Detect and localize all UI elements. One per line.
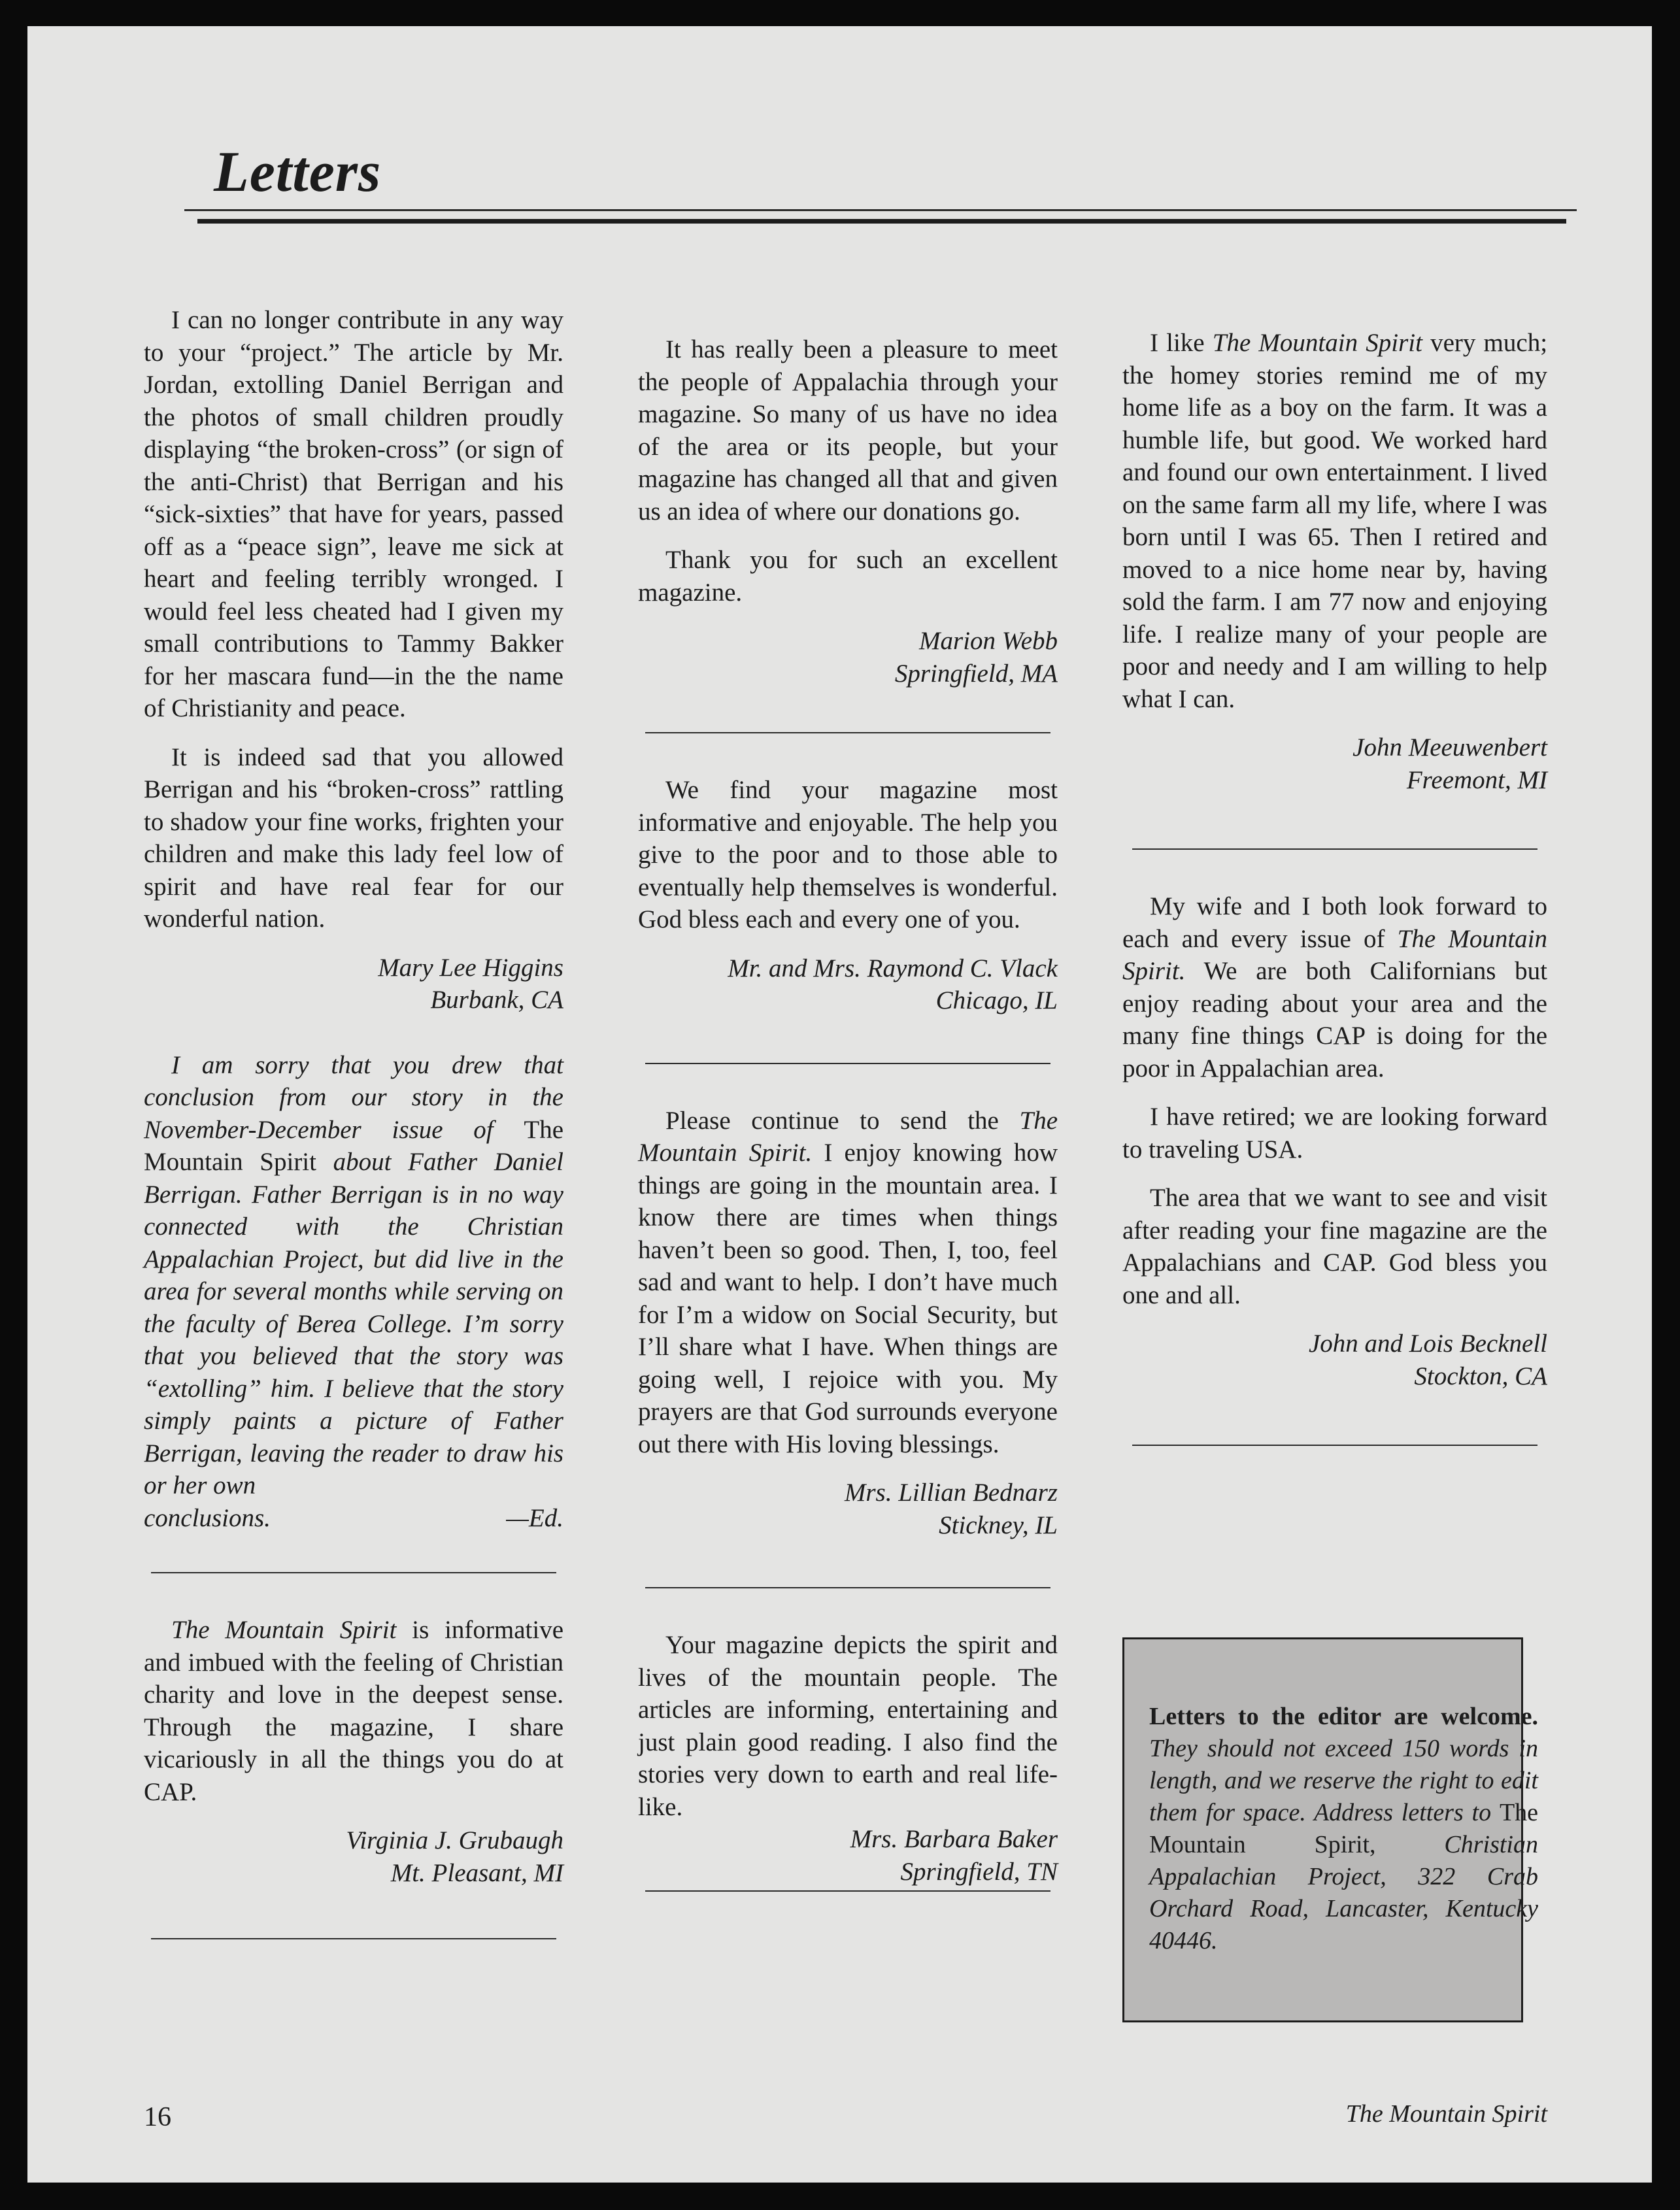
signature-name: Mr. and Mrs. Raymond C. Vlack <box>728 954 1058 982</box>
callout-address: Christian Appalachian Project, 322 Crab Orchard Road, Lancaster, Kentucky 40446. <box>1149 1831 1538 1954</box>
callout-heading: Letters to the editor are welcome. <box>1149 1703 1538 1730</box>
letter-paragraph: I can no longer contribute in any way to your “project.” The article by Mr. Jordan, extolling Daniel Berrigan and the photos of small children proudly displaying “the broken-cross” (or sign of the anti-Christ) that Berrigan and his “sick-sixties” that have for years, passed off as a “peace sign”, leave me sick at heart and feeling terribly wronged. I would feel less cheated had I given my small contributions to Tammy Bakker for her mascara fund—in the the name of Christianity and peace. <box>144 306 563 722</box>
letter-paragraph: My wife and I both look forward to each and every issue of <box>1122 892 1547 953</box>
signature-name: Mrs. Lillian Bednarz <box>844 1479 1058 1507</box>
column-1 <box>144 304 563 1939</box>
letter-signature <box>1122 1328 1547 1392</box>
editor-note-text: about Father Daniel Berrigan. Father Berrigan is in no way connected with the Christian Appalachian Project, but did live in the area for several months while serving on the faculty of Berea College. I’m sorry that you believed that the story was “extolling” him. I believe that the story simply paints a picture of Father Berrigan, leaving the reader to draw his or her own <box>144 1148 564 1499</box>
footer-magazine-name: The Mountain Spirit <box>1345 2100 1547 2128</box>
letter-grubaugh <box>144 1614 563 1889</box>
letter-vlack <box>638 774 1058 1017</box>
signature-place: Springfield, MA <box>894 659 1058 688</box>
letter-signature <box>144 952 563 1016</box>
magazine-name: The Mountain Spirit <box>1212 329 1422 357</box>
magazine-name: The Mountain Spirit <box>144 1115 564 1176</box>
editor-note <box>144 1049 563 1535</box>
magazine-name: The Mountain Spirit, <box>1149 1799 1539 1858</box>
column-2 <box>638 333 1058 1892</box>
letter-becknell <box>1122 890 1547 1392</box>
letter-bednarz <box>638 1105 1058 1542</box>
signature-place: Chicago, IL <box>935 986 1058 1014</box>
signature-place: Stockton, CA <box>1414 1362 1547 1390</box>
letter-signature <box>638 1823 1058 1888</box>
header-rule-thick <box>197 219 1566 224</box>
letter-paragraph: It has really been a pleasure to meet the people of Appalachia through your magazine. So many of us have no idea of the area or its people, but your magazine has changed all that and given us an idea of where our donations go. <box>638 335 1058 526</box>
letter-paragraph: I like <box>1150 329 1205 357</box>
editor-note-text: I am sorry that you drew that conclusion from our story in the November-December issue of <box>144 1050 563 1144</box>
magazine-name: The Mountain Spirit <box>171 1616 397 1644</box>
editor-sign: —Ed. <box>506 1503 563 1532</box>
letter-signature <box>638 1477 1058 1541</box>
letter-paragraph: The area that we want to see and visit after reading your fine magazine are the Appalachians and CAP. God bless you one and all. <box>1122 1184 1547 1309</box>
signature-name: Marion Webb <box>919 627 1058 655</box>
signature-place: Freemont, MI <box>1406 765 1547 794</box>
signature-place: Springfield, TN <box>900 1857 1058 1886</box>
divider <box>1132 1445 1537 1446</box>
letter-paragraph: Your magazine depicts the spirit and lives of the mountain people. The articles are informing, entertaining and just plain good reading. I also find the stories very down to earth and real life-like. <box>638 1631 1058 1821</box>
letter-paragraph: We are both Californians but enjoy reading about your area and the many fine things CAP is doing for the poor in Appalachian area. <box>1122 957 1548 1082</box>
signature-name: Mrs. Barbara Baker <box>850 1825 1058 1853</box>
signature-name: John and Lois Becknell <box>1309 1330 1547 1358</box>
magazine-page <box>27 26 1652 2183</box>
callout-text <box>1149 1701 1538 1957</box>
letter-paragraph: Thank you for such an excellent magazine. <box>638 546 1058 607</box>
letter-paragraph: very much; the homey stories remind me of my home life as a boy on the farm. It was a humble life, but good. We worked hard and found our own entertainment. I lived on the same farm all my life, where I was born until I was 65. Then I retired and moved to a nice home near by, having sold the farm. I am 77 now and enjoying life. I realize many of your people are poor and needy and I am willing to help what I can. <box>1122 329 1548 713</box>
divider <box>151 1938 556 1939</box>
section-header <box>184 141 1577 224</box>
letter-baker <box>638 1629 1058 1888</box>
editor-note-text: conclusions. <box>144 1503 271 1532</box>
signature-name: Virginia J. Grubaugh <box>346 1826 563 1854</box>
letter-paragraph: We find your magazine most informative and enjoyable. The help you give to the poor and to those able to eventually help themselves is wonderful. God bless each and every one of you. <box>638 776 1058 933</box>
letter-meeuwenbert <box>1122 327 1547 796</box>
letter-paragraph: Please continue to send the <box>665 1106 999 1135</box>
letter-signature <box>638 625 1058 690</box>
signature-place: Stickney, IL <box>939 1511 1058 1539</box>
letter-paragraph: It is indeed sad that you allowed Berrigan and his “broken-cross” rattling to shadow your fine works, frighten your children and make this lady feel low of spirit and have real fear for our wonderful nation. <box>144 743 563 933</box>
letter-signature <box>144 1824 563 1889</box>
signature-name: Mary Lee Higgins <box>378 953 563 982</box>
magazine-name: The Mountain Spirit. <box>1122 924 1547 985</box>
signature-place: Burbank, CA <box>430 986 563 1014</box>
letters-callout-box <box>1122 1637 1539 2022</box>
letter-webb <box>638 333 1058 690</box>
signature-name: John Meeuwenbert <box>1352 733 1547 762</box>
letter-signature <box>1122 731 1547 796</box>
letter-higgins <box>144 304 563 1016</box>
signature-place: Mt. Pleasant, MI <box>390 1858 563 1887</box>
callout-body: They should not exceed 150 words in length, and we reserve the right to edit them for space. Address letters to <box>1149 1735 1538 1826</box>
letter-paragraph: I enjoy knowing how things are going in the mountain area. I know there are times when things haven’t been so good. Then, I, too, feel sad and want to help. I don’t have much for I’m a widow on Social Security, but I’ll share what I have. When things are going well, I rejoice with you. My prayers are that God surrounds everyone out there with His loving blessings. <box>638 1139 1058 1458</box>
magazine-name: The Mountain Spirit. <box>638 1106 1058 1167</box>
section-title: Letters <box>214 141 382 204</box>
divider <box>645 1890 1050 1892</box>
header-rule-thin <box>184 209 1577 211</box>
letter-paragraph: is informative and imbued with the feeling of Christian charity and love in the deepest sense. Through the magazine, I share vicariously in all the things you do at CAP. <box>144 1616 564 1806</box>
column-3 <box>1122 327 1547 1446</box>
letter-paragraph: I have retired; we are looking forward to traveling USA. <box>1122 1103 1547 1164</box>
page-number: 16 <box>144 2102 171 2132</box>
editor-note-closing <box>144 1502 563 1535</box>
letter-signature <box>638 952 1058 1017</box>
